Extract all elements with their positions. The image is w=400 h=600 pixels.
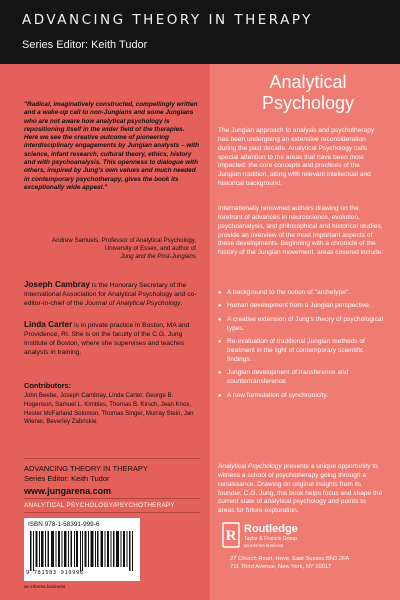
publisher-address-uk: 27 Church Road, Hove, East Sussex BN3 2FA — [230, 556, 350, 562]
series-title: ADVANCING THEORY IN THERAPY — [22, 12, 313, 28]
subject-category: ANALYTICAL PSYCHOLOGY/PSYCHOTHERAPY — [24, 502, 175, 509]
journal-title: Journal of Analytical Psychology — [84, 300, 181, 307]
divider — [24, 512, 200, 513]
endorsement-quote: "Radical, imaginatively constructed, compellingly written and a wake-up call to non-Jungians and some Jungians who are not aware how analytical psychology is repositioning itself in the wider field of the therapies. Here we see the creative outcome of pioneering interdisciplinary engagements by Jungian analysts – with science, infant research, cultural theory, ethics, history and with psychoanalysis. This openness to dialogue with others, inspired by Jung's own values and much needed in contemporary psychotherapy, gives the book its exceptionally wide appeal." — [24, 101, 200, 191]
barcode-digits: 9 781583 919996 — [26, 570, 84, 576]
attribution-line3: Jung and the Post-Jungians — [120, 252, 196, 260]
book-title-line2: Psychology — [261, 93, 355, 113]
series-header-band — [0, 0, 400, 64]
author-bio-text: is the Honorary Secretary of the International Association for Analytical Psychology and co-editor-in-chief of the — [24, 282, 197, 307]
list-item: ● Re-evaluation of traditional Jungian methods of treatment in the light of contemporary scientific findings. — [218, 338, 386, 365]
footer-series-title: ADVANCING THEORY IN THERAPY — [24, 464, 148, 473]
description-paragraph-3 — [218, 463, 384, 516]
list-item: ● A new formulation of synchronicity. — [218, 392, 386, 401]
author-name: Linda Carter — [24, 320, 73, 329]
imprint-text: an informa business — [24, 584, 66, 589]
publisher-address-us: 711 Third Avenue, New York, NY 10017 — [230, 564, 332, 570]
divider — [24, 498, 200, 499]
publisher-business: an informa business — [244, 543, 284, 548]
author-name: Joseph Cambray — [24, 280, 90, 289]
website-link[interactable]: www.jungarena.com — [24, 486, 112, 496]
routledge-logo-icon — [222, 522, 240, 548]
attribution-line2: University of Essex, and author of — [104, 244, 196, 252]
author-bio-text: is in private practice in Boston, MA and Providence, RI. She is on the faculty of the C.G. Jung Institute of Boston, where she supervises and teaches analysts in training. — [24, 322, 190, 356]
publisher-name: Routledge — [244, 523, 298, 535]
description-paragraph-1: The Jungian approach to analysis and psychotherapy has been undergoing an extensive reconsideration during the past decade. Analytical Psychology calls special attention to the areas that have been most impacted: the core concepts and practices of the Jungian tradition, along with relevant intellectual and historical background. — [218, 127, 375, 188]
paragraph-text: presents a unique opportunity to witness a school of psychotherapy going through a renaissance. Drawing on original insights from its founder, C.G. Jung, this book helps focus and shape the current state of analytical psychology and points to areas for future exploration. — [218, 463, 383, 515]
author-bio-carter — [24, 320, 200, 357]
svg-text:R: R — [225, 528, 237, 544]
description-paragraph-2: Internationally renowned authors drawing on the forefront of advances in neuroscience, evolution, psychoanalysis, and philosophical and historical studies, provide an overview of the most important aspects of these developments. Beginning with a chronicle of the history of the Jungian movement, areas covered include: — [218, 205, 384, 257]
contributors-list: John Beebe, Joseph Cambray, Linda Carter, George B. Hogenson, Samuel L. Kimbles, Thomas B. Kirsch, Jean Knox, Hester McFarland Solomon, Thomas Singer, Murray Stein, Jan Wiener, Beverley Zabriskie. — [24, 392, 194, 426]
endorsement-attribution — [24, 237, 196, 260]
book-title-line1: Analytical — [269, 72, 347, 92]
contributors-heading: Contributors: — [24, 381, 72, 390]
barcode-box — [24, 518, 140, 581]
list-item: ● Jungian development of transference and countertransference. — [218, 369, 386, 387]
author-bio-end: . — [180, 300, 183, 307]
list-item: ● A background to the notion of "archetype". — [218, 289, 386, 298]
series-editor: Series Editor: Keith Tudor — [22, 39, 148, 51]
barcode-icon — [30, 531, 134, 571]
book-title — [226, 72, 390, 114]
isbn-number: ISBN 978-1-58391-999-6 — [28, 521, 100, 528]
publisher-group: Taylor & Francis Group — [244, 536, 298, 542]
list-item: ● Human development from a Jungian perspective. — [218, 302, 386, 311]
book-title-inline: Analytical Psychology — [218, 463, 282, 470]
footer-series-editor: Series Editor: Keith Tudor — [24, 474, 110, 483]
list-item: ● A creative extension of Jung's theory of psychological types. — [218, 316, 386, 334]
author-bio-cambray — [24, 280, 200, 308]
divider — [24, 458, 200, 459]
attribution-line1: Andrew Samuels, Professor of Analytical Psychology, — [52, 237, 196, 244]
topics-list — [218, 289, 386, 405]
